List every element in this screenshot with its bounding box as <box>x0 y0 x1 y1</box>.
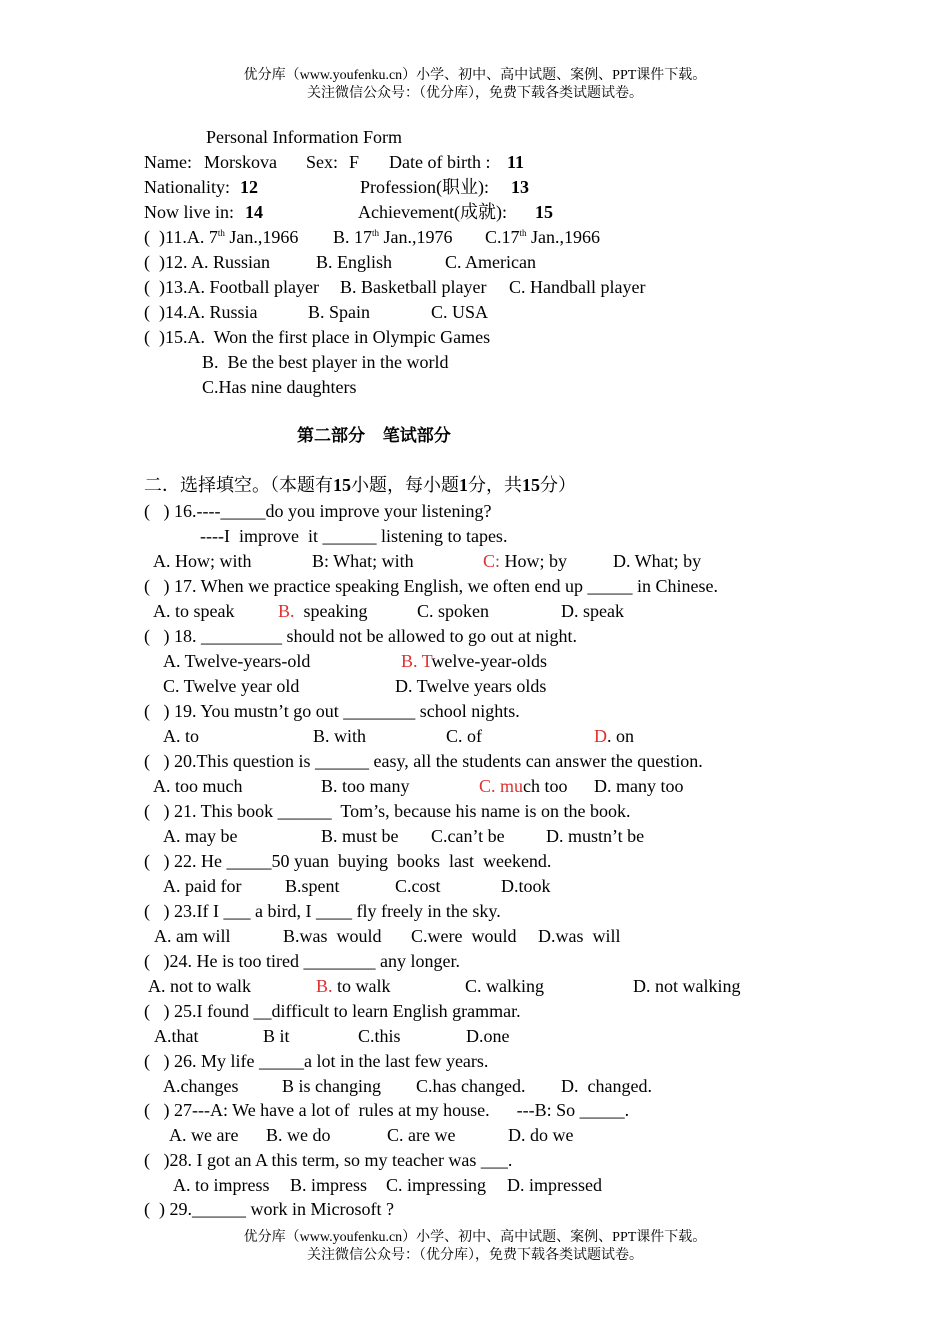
q20-option-c: C. much too <box>479 776 568 796</box>
q28-option-d: D. impressed <box>507 1175 602 1195</box>
q17-option-b: B. speaking <box>278 601 368 621</box>
q18-option-a: A. Twelve-years-old <box>163 651 311 671</box>
q20-stem: ( ) 20.This question is ______ easy, all the students can answer the question. <box>144 751 703 771</box>
header-line-2: 关注微信公众号：（优分库），免费下载各类试题试卷。 <box>307 86 643 101</box>
form-live-blank: 14 <box>245 202 263 222</box>
q27-option-b: B. we do <box>266 1125 331 1145</box>
q15-option-a: ( )15.A. Won the first place in Olympic Games <box>144 327 491 347</box>
q22-option-d: D.took <box>501 876 551 896</box>
q22-stem: ( ) 22. He _____50 yuan buying books last weekend. <box>144 851 552 871</box>
form-nationality-blank: 12 <box>240 177 258 197</box>
q23-option-b: B.was would <box>283 926 382 946</box>
q11-option-b: B. 17th Jan.,1976 <box>333 227 453 247</box>
form-nationality-label: Nationality: <box>144 177 230 197</box>
q27-option-d: D. do we <box>508 1125 574 1145</box>
q28-stem: ( )28. I got an A this term, so my teacher was ___. <box>144 1150 513 1170</box>
q24-option-a: A. not to walk <box>148 976 251 996</box>
q26-option-b: B is changing <box>282 1076 381 1096</box>
q22-option-a: A. paid for <box>163 876 242 896</box>
q18-stem: ( ) 18. _________ should not be allowed to go out at night. <box>144 626 577 646</box>
q14-option-c: C. USA <box>431 302 489 322</box>
q15-option-b: B. Be the best player in the world <box>202 352 449 372</box>
q21-option-c: C.can’t be <box>431 826 505 846</box>
q26-option-c: C.has changed. <box>416 1076 526 1096</box>
q16-option-b: B: What; with <box>312 551 414 571</box>
q19-option-c: C. of <box>446 726 482 746</box>
q28-option-b: B. impress <box>290 1175 368 1195</box>
q24-stem: ( )24. He is too tired ________ any longer. <box>144 951 460 971</box>
q12-option-c: C. American <box>445 252 536 272</box>
q21-option-b: B. must be <box>321 826 399 846</box>
q27-option-c: C. are we <box>387 1125 456 1145</box>
form-name-label: Name: <box>144 152 192 172</box>
q16-option-c: C: How; by <box>483 551 568 571</box>
q16-option-a: A. How; with <box>153 551 252 571</box>
q21-option-d: D. mustn’t be <box>546 826 645 846</box>
q27-option-a: A. we are <box>169 1125 239 1145</box>
q17-option-a: A. to speak <box>153 601 235 621</box>
q16-option-d: D. What; by <box>613 551 702 571</box>
q25-stem: ( ) 25.I found __difficult to learn English grammar. <box>144 1001 521 1021</box>
q20-option-a: A. too much <box>153 776 243 796</box>
form-dob-label: Date of birth : <box>389 152 491 172</box>
q13-stem: ( )13.A. Football player <box>144 277 319 297</box>
form-sex-value: F <box>349 152 360 172</box>
q24-option-b: B. to walk <box>316 976 391 996</box>
q23-option-d: D.was will <box>538 926 621 946</box>
page-header <box>0 67 950 103</box>
q12-option-b: B. English <box>316 252 393 272</box>
q17-option-c: C. spoken <box>417 601 489 621</box>
q26-option-d: D. changed. <box>561 1076 652 1096</box>
q19-option-a: A. to <box>163 726 199 746</box>
q19-option-b: B. with <box>313 726 367 746</box>
q25-option-a: A.that <box>154 1026 199 1046</box>
form-profession-label: Profession(职业): <box>360 177 489 197</box>
q26-option-a: A.changes <box>163 1076 239 1096</box>
q13-option-c: C. Handball player <box>509 277 646 297</box>
q16-stem: ( ) 16.----_____do you improve your listening? <box>144 501 492 521</box>
form-achievement-label: Achievement(成就): <box>358 202 507 222</box>
q27-stem: ( ) 27---A: We have a lot of rules at my house. ---B: So _____. <box>144 1100 630 1120</box>
q23-option-a: A. am will <box>154 926 231 946</box>
q22-option-c: C.cost <box>395 876 441 896</box>
form-title: Personal Information Form <box>206 127 402 147</box>
q25-option-c: C.this <box>358 1026 401 1046</box>
q14-stem: ( )14.A. Russia <box>144 302 258 322</box>
form-profession-blank: 13 <box>511 177 529 197</box>
q15-option-c: C.Has nine daughters <box>202 377 357 397</box>
q13-option-b: B. Basketball player <box>340 277 487 297</box>
q26-stem: ( ) 26. My life _____a lot in the last few years. <box>144 1051 489 1071</box>
part2-title: 第二部分 笔试部分 <box>297 426 451 446</box>
q18-option-d: D. Twelve years olds <box>395 676 547 696</box>
q25-option-d: D.one <box>466 1026 510 1046</box>
q11-option-a: ( )11.A. 7th Jan.,1966 <box>144 227 299 247</box>
form-achievement-blank: 15 <box>535 202 553 222</box>
q19-stem: ( ) 19. You mustn’t go out ________ school nights. <box>144 701 520 721</box>
q28-option-c: C. impressing <box>386 1175 487 1195</box>
q28-option-a: A. to impress <box>173 1175 270 1195</box>
footer-line-1: 优分库（www.youfenku.cn）小学、初中、高中试题、案例、PPT课件下载。 <box>243 1230 707 1245</box>
q24-option-d: D. not walking <box>633 976 741 996</box>
q23-option-c: C.were would <box>411 926 517 946</box>
q25-option-b: B it <box>263 1026 290 1046</box>
q21-option-a: A. may be <box>163 826 238 846</box>
q29-stem: ( ) 29.______ work in Microsoft ? <box>144 1199 394 1219</box>
form-live-label: Now live in: <box>144 202 234 222</box>
q18-option-c: C. Twelve year old <box>163 676 300 696</box>
footer-line-2: 关注微信公众号：（优分库），免费下载各类试题试卷。 <box>307 1248 643 1263</box>
q20-option-d: D. many too <box>594 776 684 796</box>
q11-option-c: C.17th Jan.,1966 <box>485 227 601 247</box>
q20-option-b: B. too many <box>321 776 410 796</box>
q19-option-d: D. on <box>594 726 634 746</box>
q24-option-c: C. walking <box>465 976 544 996</box>
part2-instructions: 二．选择填空。（本题有15小题，每小题1分，共15分） <box>144 475 576 495</box>
q16-stem-2: ----I improve it ______ listening to tapes. <box>200 526 508 546</box>
form-name-value: Morskova <box>204 152 277 172</box>
q23-stem: ( ) 23.If I ___ a bird, I ____ fly freely in the sky. <box>144 901 501 921</box>
q18-option-b: B. Twelve-year-olds <box>401 651 548 671</box>
form-sex-label: Sex: <box>306 152 339 172</box>
form-dob-blank: 11 <box>507 152 525 172</box>
header-line-1: 优分库（www.youfenku.cn）小学、初中、高中试题、案例、PPT课件下载。 <box>243 68 707 83</box>
q14-option-b: B. Spain <box>308 302 371 322</box>
q21-stem: ( ) 21. This book ______ Tom’s, because his name is on the book. <box>144 801 631 821</box>
q17-option-d: D. speak <box>561 601 624 621</box>
q17-stem: ( ) 17. When we practice speaking English, we often end up _____ in Chinese. <box>144 576 719 596</box>
q12-stem: ( )12. A. Russian <box>144 252 270 272</box>
page-footer <box>0 1229 950 1265</box>
q22-option-b: B.spent <box>285 876 340 896</box>
